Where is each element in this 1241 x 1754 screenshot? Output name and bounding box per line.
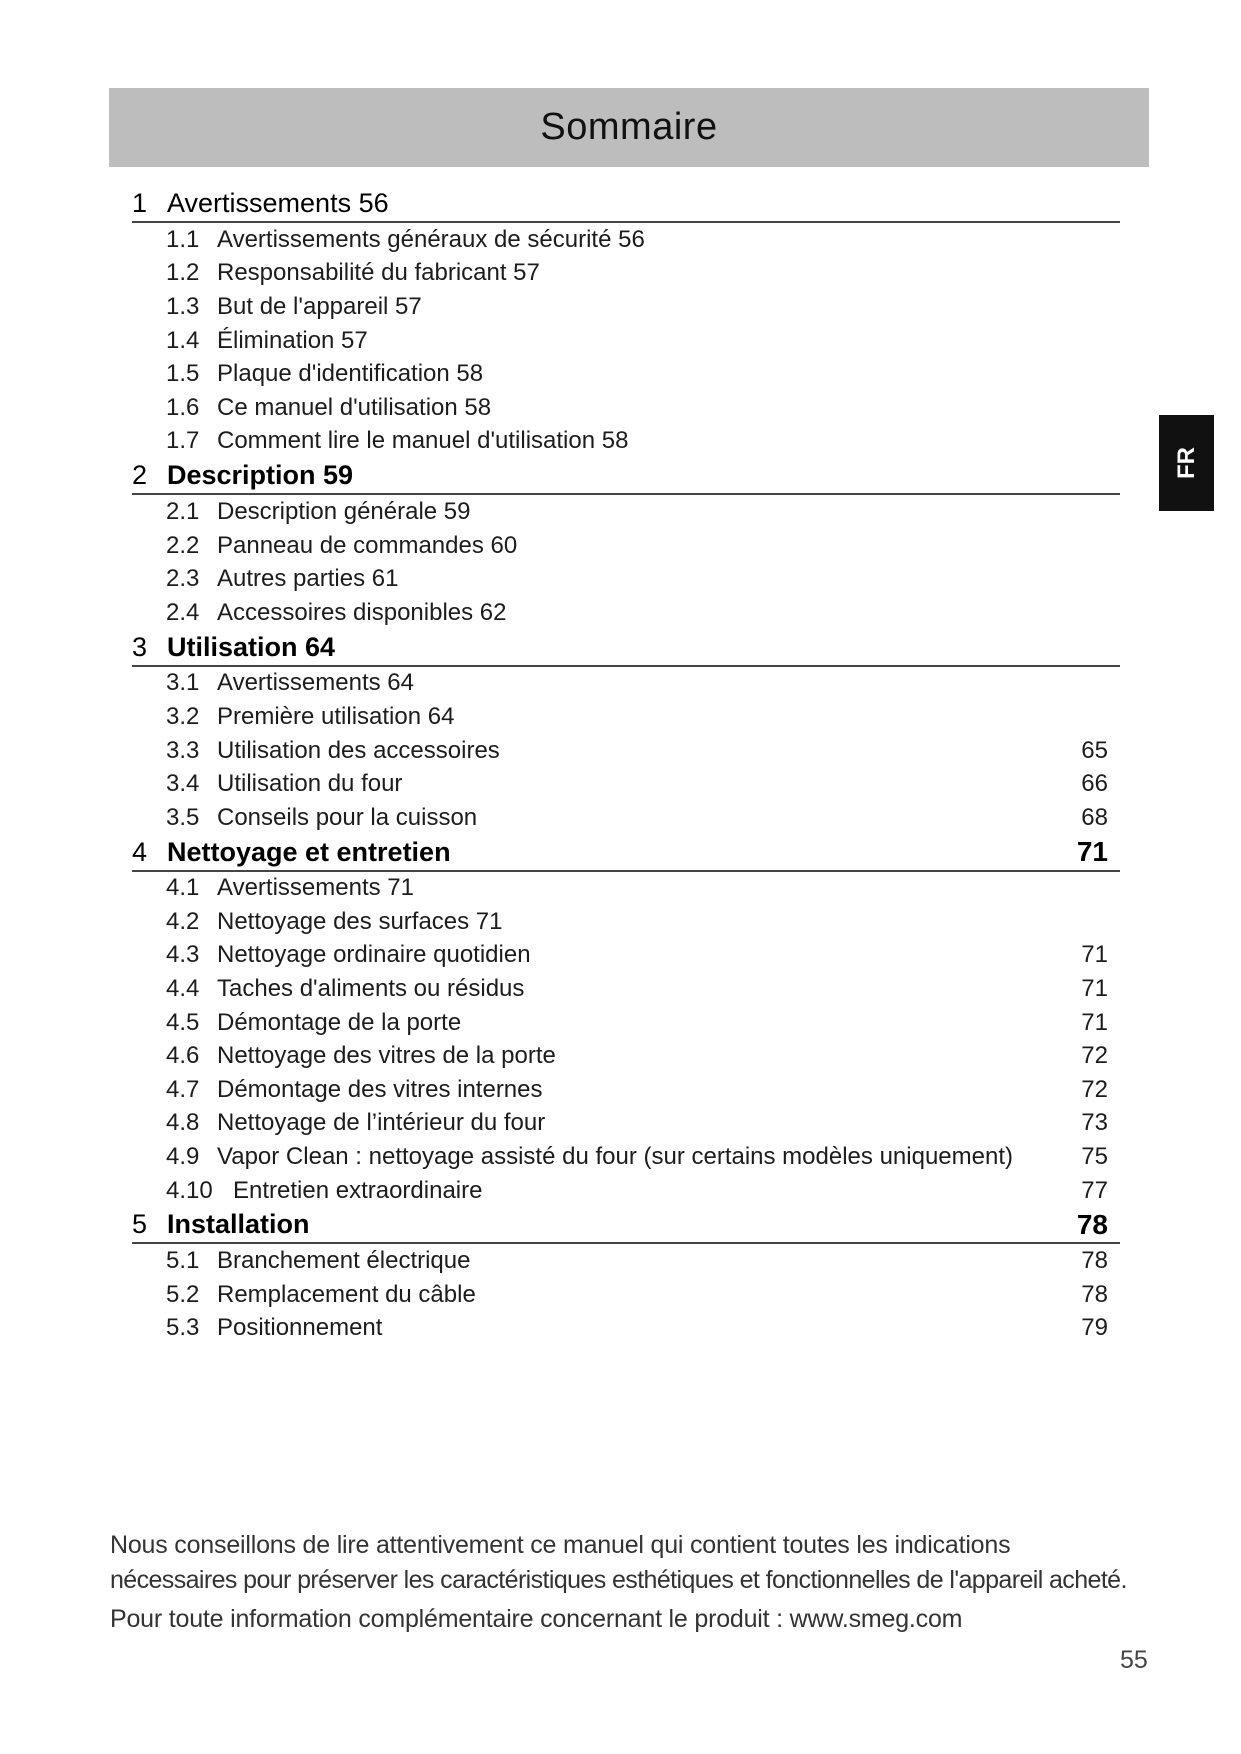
toc-page: 71	[1076, 836, 1108, 867]
toc-entry[interactable]	[132, 801, 1120, 835]
toc-page: 72	[1081, 1075, 1108, 1103]
toc-entry[interactable]	[132, 1006, 1120, 1040]
toc-number: 1.6	[166, 393, 200, 421]
table-of-contents	[132, 186, 1120, 1345]
toc-section[interactable]	[132, 186, 1120, 223]
page-title: Sommaire	[540, 106, 718, 148]
toc-title: Accessoires disponibles 62	[217, 598, 507, 626]
toc-number: 3	[132, 631, 148, 662]
toc-number: 2.4	[166, 598, 200, 626]
toc-number: 4.6	[166, 1042, 200, 1070]
toc-title: Nettoyage de l’intérieur du four	[217, 1109, 546, 1137]
toc-number: 2.3	[166, 565, 200, 593]
toc-page: 78	[1076, 1208, 1108, 1240]
language-tab-label: FR	[1172, 447, 1200, 479]
toc-entry[interactable]	[132, 596, 1120, 630]
toc-number: 2.1	[166, 497, 200, 525]
toc-entry[interactable]	[132, 1140, 1120, 1174]
toc-page: 72	[1081, 1042, 1108, 1070]
toc-entry[interactable]	[132, 734, 1120, 768]
toc-title: Nettoyage des surfaces 71	[217, 907, 503, 935]
toc-entry[interactable]	[132, 425, 1120, 459]
toc-entry[interactable]	[132, 223, 1120, 257]
toc-title: Première utilisation 64	[217, 702, 455, 730]
toc-number: 1.2	[166, 259, 200, 287]
toc-number: 4.9	[166, 1143, 200, 1171]
toc-number: 2	[132, 460, 148, 491]
toc-title: Élimination 57	[217, 326, 368, 354]
toc-section[interactable]	[132, 458, 1120, 495]
toc-entry[interactable]	[132, 391, 1120, 425]
toc-title: Avertissements généraux de sécurité 56	[217, 225, 645, 253]
toc-title: Démontage des vitres internes	[217, 1075, 543, 1103]
toc-entry[interactable]	[132, 700, 1120, 734]
toc-number: 3.1	[166, 669, 200, 697]
toc-section[interactable]	[132, 1207, 1120, 1244]
toc-title: Comment lire le manuel d'utilisation 58	[217, 427, 629, 455]
toc-page: 78	[1081, 1280, 1108, 1308]
toc-page: 68	[1081, 803, 1108, 831]
toc-number: 5	[132, 1209, 148, 1240]
toc-entry[interactable]	[132, 562, 1120, 596]
toc-title: Ce manuel d'utilisation 58	[217, 393, 492, 421]
intro-line: Nous conseillons de lire attentivement ce manuel qui contient toutes les indications	[110, 1531, 1011, 1559]
toc-entry[interactable]	[132, 1039, 1120, 1073]
toc-number: 5.1	[166, 1247, 200, 1275]
toc-entry[interactable]	[132, 972, 1120, 1006]
toc-title: Positionnement	[217, 1314, 383, 1342]
toc-title: Nettoyage des vitres de la porte	[217, 1042, 556, 1070]
toc-title: Avertissements 71	[217, 874, 414, 902]
toc-title: Description 59	[167, 460, 354, 491]
toc-page: 73	[1081, 1109, 1108, 1137]
toc-title: Responsabilité du fabricant 57	[217, 259, 540, 287]
toc-page: 66	[1081, 770, 1108, 798]
toc-page: 77	[1081, 1176, 1108, 1204]
toc-entry[interactable]	[132, 1073, 1120, 1107]
toc-title: Conseils pour la cuisson	[217, 803, 478, 831]
toc-title: Panneau de commandes 60	[217, 531, 518, 559]
toc-number: 5.2	[166, 1280, 200, 1308]
toc-page: 71	[1081, 975, 1108, 1003]
toc-section[interactable]	[132, 630, 1120, 667]
toc-number: 3.4	[166, 770, 200, 798]
toc-number: 2.2	[166, 531, 200, 559]
toc-page: 75	[1081, 1143, 1108, 1171]
toc-title: Branchement électrique	[217, 1247, 471, 1275]
toc-entry[interactable]	[132, 357, 1120, 391]
toc-entry[interactable]	[132, 1174, 1120, 1208]
toc-number: 4.5	[166, 1008, 200, 1036]
toc-title: Taches d'aliments ou résidus	[217, 975, 525, 1003]
toc-section[interactable]	[132, 835, 1120, 872]
toc-entry[interactable]	[132, 767, 1120, 801]
toc-entry[interactable]	[132, 1107, 1120, 1141]
page-number: 55	[1120, 1646, 1148, 1674]
toc-entry[interactable]	[132, 324, 1120, 358]
toc-entry[interactable]	[132, 872, 1120, 906]
toc-title: Utilisation 64	[167, 631, 336, 662]
toc-title: Entretien extraordinaire	[233, 1176, 483, 1204]
toc-entry[interactable]	[132, 257, 1120, 291]
toc-number: 1.5	[166, 360, 200, 388]
toc-title: Remplacement du câble	[217, 1280, 476, 1308]
toc-title: But de l'appareil 57	[217, 292, 422, 320]
toc-title: Démontage de la porte	[217, 1008, 462, 1036]
toc-entry[interactable]	[132, 667, 1120, 701]
intro-note	[110, 1528, 1160, 1637]
toc-entry[interactable]	[132, 905, 1120, 939]
toc-entry[interactable]	[132, 290, 1120, 324]
toc-title: Avertissements 64	[217, 669, 414, 697]
intro-line: nécessaires pour préserver les caractéristiques esthétiques et fonctionnelles de l'appareil acheté.	[110, 1566, 1127, 1594]
toc-title: Utilisation des accessoires	[217, 736, 500, 764]
toc-page: 71	[1081, 941, 1108, 969]
toc-number: 4.10	[166, 1176, 213, 1204]
toc-title: Installation	[167, 1209, 310, 1240]
toc-entry[interactable]	[132, 939, 1120, 973]
language-tab	[1159, 415, 1214, 511]
toc-entry[interactable]	[132, 1312, 1120, 1346]
toc-entry[interactable]	[132, 1244, 1120, 1278]
toc-title: Nettoyage ordinaire quotidien	[217, 941, 531, 969]
toc-number: 4.2	[166, 907, 200, 935]
toc-number: 3.3	[166, 736, 200, 764]
toc-page: 79	[1081, 1314, 1108, 1342]
toc-number: 4.8	[166, 1109, 200, 1137]
toc-number: 3.5	[166, 803, 200, 831]
toc-title: Utilisation du four	[217, 770, 403, 798]
toc-entry[interactable]	[132, 495, 1120, 529]
toc-number: 1.1	[166, 225, 200, 253]
toc-number: 1.3	[166, 292, 200, 320]
toc-entry[interactable]	[132, 529, 1120, 563]
toc-title: Nettoyage et entretien	[167, 836, 451, 867]
toc-number: 3.2	[166, 702, 200, 730]
toc-number: 4.1	[166, 874, 200, 902]
toc-number: 4.4	[166, 975, 200, 1003]
toc-page: 65	[1081, 736, 1108, 764]
toc-number: 1	[132, 188, 148, 218]
title-bar	[109, 88, 1149, 167]
toc-number: 4.7	[166, 1075, 200, 1103]
intro-line: Pour toute information complémentaire concernant le produit : www.smeg.com	[110, 1605, 963, 1633]
toc-title: Autres parties 61	[217, 565, 399, 593]
toc-title: Vapor Clean : nettoyage assisté du four (sur certains modèles uniquement)	[217, 1143, 1013, 1171]
toc-number: 5.3	[166, 1314, 200, 1342]
toc-page: 71	[1081, 1008, 1108, 1036]
toc-title: Avertissements 56	[167, 188, 389, 218]
toc-page: 78	[1081, 1247, 1108, 1275]
toc-number: 1.7	[166, 427, 200, 455]
toc-entry[interactable]	[132, 1278, 1120, 1312]
toc-title: Plaque d'identification 58	[217, 360, 484, 388]
toc-title: Description générale 59	[217, 497, 471, 525]
toc-number: 4	[132, 836, 148, 867]
toc-number: 1.4	[166, 326, 200, 354]
toc-number: 4.3	[166, 941, 200, 969]
